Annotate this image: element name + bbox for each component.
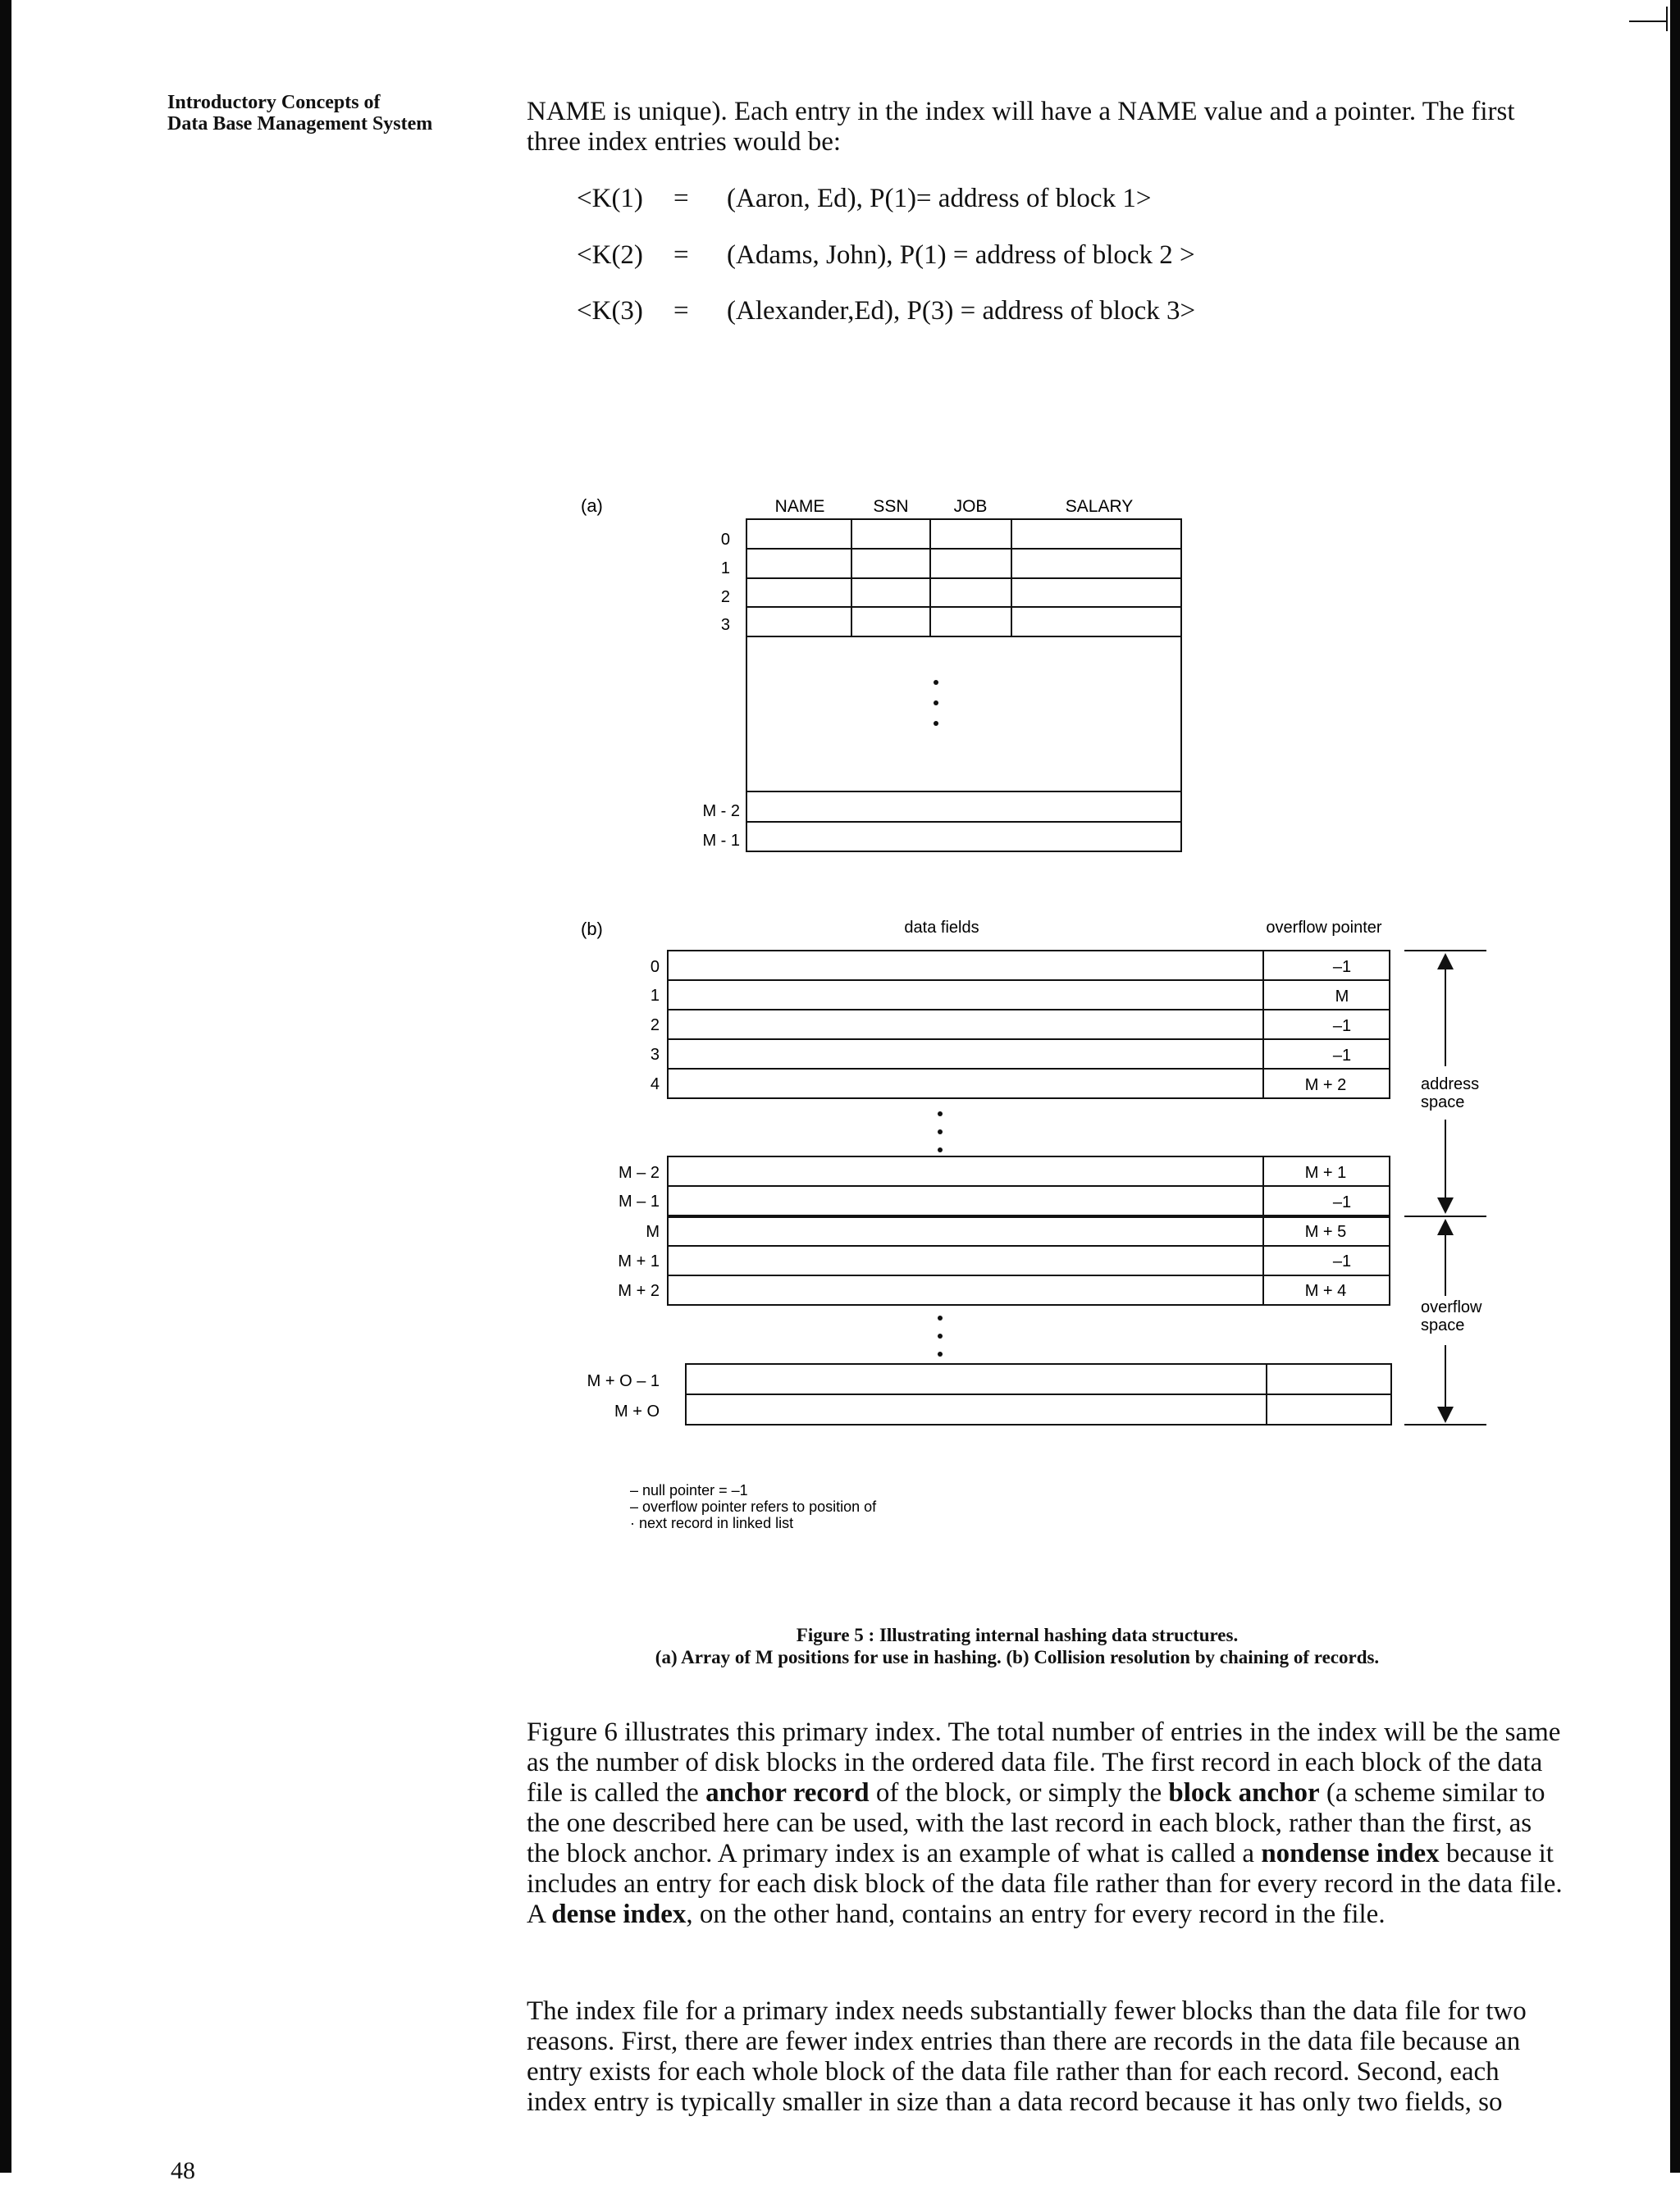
pointer-value: M + 2 (1304, 1076, 1347, 1094)
entry-key: <K(1) (577, 184, 643, 213)
arrow-up-icon (1437, 1219, 1454, 1235)
figure-a-label: (a) (581, 495, 603, 516)
column-header-name: NAME (774, 497, 825, 516)
figure-note: – overflow pointer refers to position of (630, 1498, 877, 1515)
arrow-up-icon (1437, 953, 1454, 969)
address-space-label: space (1421, 1093, 1465, 1111)
overflow-space-label: space (1421, 1316, 1465, 1334)
row-index: 0 (720, 531, 730, 549)
pointer-value: M + 1 (1304, 1164, 1347, 1182)
ellipsis-dot (938, 1111, 943, 1116)
running-head-line-1: Introductory Concepts of (167, 92, 381, 113)
ellipsis-dot (934, 700, 938, 705)
row-index: M + O – 1 (587, 1372, 660, 1390)
row-index: M - 2 (702, 802, 740, 820)
overflow-block (668, 1216, 1390, 1305)
ellipsis-dot (938, 1316, 943, 1321)
arrow-down-icon (1437, 1197, 1454, 1214)
ellipsis-dot (938, 1147, 943, 1152)
figure-note: · next record in linked list (630, 1515, 794, 1531)
pointer-value: –1 (1332, 958, 1352, 976)
ellipsis-dot (938, 1129, 943, 1134)
term-nondense-index: nondense index (1261, 1839, 1440, 1868)
ellipsis-dot (938, 1352, 943, 1357)
pointer-value: M (1335, 988, 1349, 1006)
paragraph-text: Figure 6 illustrates this primary index. The total number of entries in the index will be the same as the number of disk blocks in the ordered data file. The first record in each block of the data file is called the (527, 1717, 1561, 1808)
row-index: 1 (720, 559, 730, 577)
overflow-space-label: overflow (1421, 1298, 1482, 1316)
index-file-paragraph: The index file for a primary index needs substantially fewer blocks than the data file for two reasons. First, there are fewer index entries than there are records in the data file because an entry exists for each whole block of the data file rather than for each record. Second, each index entry is typically smaller in size than a data record because it has only two fields, so (527, 1996, 1527, 2117)
paragraph-text: , on the other hand, contains an entry for every record in the file. (686, 1900, 1386, 1929)
entry-key: <K(3) (577, 296, 643, 326)
row-index: M + O (614, 1403, 660, 1421)
pointer-value: –1 (1332, 1252, 1352, 1270)
running-head-line-2: Data Base Management System (167, 113, 433, 135)
ellipsis-dot (934, 680, 938, 685)
ellipsis-dot (938, 1334, 943, 1339)
caption-line-1: Figure 5 : Illustrating internal hashing data structures. (796, 1625, 1239, 1645)
row-index: M + 2 (618, 1282, 660, 1300)
intro-paragraph: NAME is unique). Each entry in the index will have a NAME value and a pointer. The first three index entries would be: (527, 97, 1515, 157)
row-index: M – 2 (618, 1164, 660, 1182)
paragraph-text: of the block, or simply the (869, 1778, 1169, 1808)
pointer-value: –1 (1332, 1193, 1352, 1211)
data-fields-header: data fields (904, 919, 979, 937)
entry-value: (Aaron, Ed), P(1)= address of block 1> (727, 184, 1152, 213)
row-index: 1 (650, 987, 660, 1005)
entry-value: (Alexander,Ed), P(3) = address of block 3> (727, 296, 1196, 326)
paragraph-text: (a scheme similar to the one described here can be used, with the last record in each block, rather than the first, as the block anchor. A primary index is an example of what is called a (527, 1778, 1545, 1868)
address-space-bracket (1404, 951, 1486, 1214)
entry-equals: = (673, 296, 689, 326)
arrow-down-icon (1437, 1407, 1454, 1423)
column-header-salary: SALARY (1065, 497, 1134, 516)
entry-key: <K(2) (577, 240, 643, 270)
pointer-value: –1 (1332, 1017, 1352, 1035)
primary-index-paragraph (527, 1717, 1564, 1930)
row-index: M (646, 1223, 660, 1241)
pointer-value: M + 5 (1304, 1223, 1347, 1241)
row-index: M – 1 (618, 1193, 660, 1211)
pointer-value: M + 4 (1304, 1282, 1347, 1300)
figure-b (581, 919, 1486, 1531)
row-index: 0 (650, 958, 660, 976)
row-index: 3 (650, 1046, 660, 1064)
overflow-space-bracket (1404, 1216, 1486, 1425)
entry-value: (Adams, John), P(1) = address of block 2 > (727, 240, 1195, 270)
array-outline (746, 519, 1181, 851)
page-number: 48 (171, 2157, 195, 2184)
figure-caption (492, 1624, 1542, 1668)
figure-a (581, 495, 1181, 851)
column-header-ssn: SSN (873, 497, 909, 516)
figure-b-label: (b) (581, 919, 603, 939)
caption-line-2: (a) Array of M positions for use in hashing. (b) Collision resolution by chaining of records. (655, 1647, 1380, 1667)
row-index: 2 (720, 588, 730, 606)
row-index: 3 (720, 616, 730, 634)
overflow-pointer-header: overflow pointer (1266, 919, 1382, 937)
address-space-label: address (1421, 1075, 1480, 1093)
pointer-value: –1 (1332, 1047, 1352, 1065)
address-block-top (668, 951, 1390, 1098)
row-index: 2 (650, 1016, 660, 1034)
row-index: M + 1 (618, 1252, 660, 1270)
term-dense-index: dense index (551, 1900, 687, 1929)
figure-note: – null pointer = –1 (630, 1482, 748, 1498)
term-anchor-record: anchor record (705, 1778, 870, 1808)
entry-equals: = (673, 240, 689, 270)
column-header-job: JOB (953, 497, 988, 516)
paragraph-text: because it includes an entry for each disk block of the data file rather than for every record in the data file. A (527, 1839, 1563, 1929)
ellipsis-dot (934, 721, 938, 726)
row-index: M - 1 (702, 832, 740, 850)
term-block-anchor: block anchor (1168, 1778, 1320, 1808)
entry-equals: = (673, 184, 689, 213)
row-index: 4 (650, 1075, 660, 1093)
